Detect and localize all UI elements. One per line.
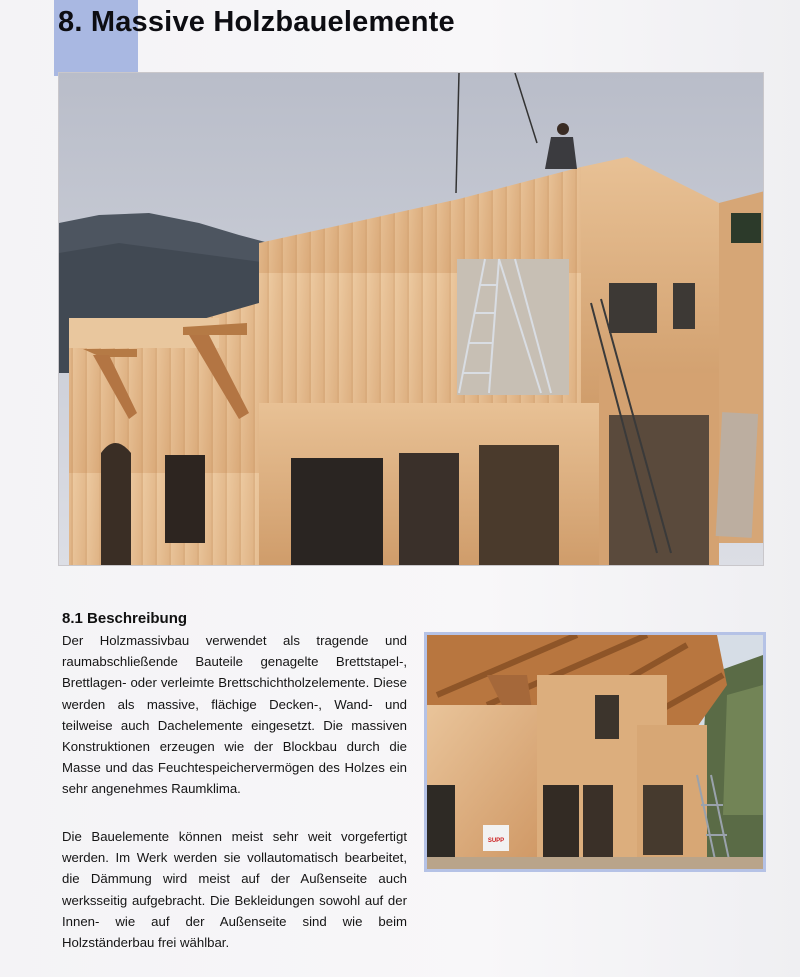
faded-caption-area (316, 572, 756, 602)
hero-photo (58, 72, 764, 566)
paragraph-1: Der Holzmassivbau verwendet als tragende und raumabschließende Bauteile genagelte Brettstapel-, Brettlagen- oder verleimte Brettschichtholzelemente. Diese werden als massive, flächige Decken-, Wand- und teilweise auch Dachelemente eingesetzt. Die massiven Konstruktionen erzeugen wie der Blockbau durch die Masse und das Feuchtespeichervermögen des Holzes ein sehr angenehmes Raumklima. (62, 633, 407, 797)
paragraph-2: Die Bauelemente können meist sehr weit vorgefertigt werden. Im Werk werden sie vollautomatisch bearbeitet, die Dämmung wird meist auf der Außenseite auch werksseitig aufgebracht. Die Bekleidungen sowohl auf der Innen- wie auf der Außenseite sind wie beim Holzständerbau frei wählbar. (62, 829, 407, 951)
side-sign-text: SUPP (487, 838, 505, 844)
section-heading: 8.1 Beschreibung (62, 610, 188, 627)
side-photo (424, 632, 766, 872)
timber-building-interior-photo-icon (427, 635, 763, 869)
timber-construction-site-photo-icon (59, 73, 764, 566)
page-title: 8. Massive Holzbauelemente (58, 6, 455, 38)
